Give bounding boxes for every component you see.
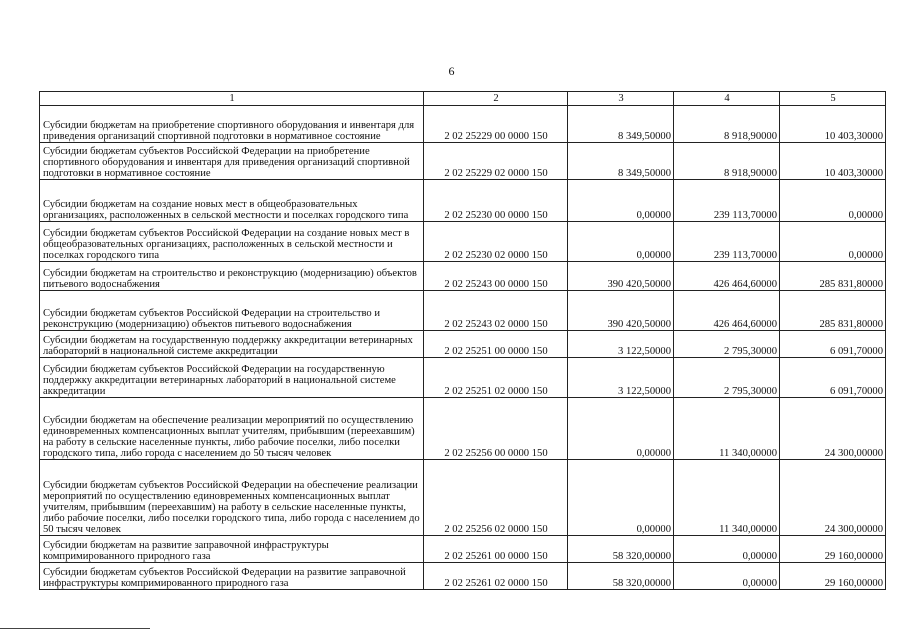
row-value-5: 29 160,00000 (780, 536, 886, 563)
row-value-5: 24 300,00000 (780, 398, 886, 460)
row-value-5: 29 160,00000 (780, 563, 886, 590)
column-header-2: 2 (424, 92, 568, 106)
table-row (40, 536, 886, 563)
table-row (40, 331, 886, 358)
row-value-4: 8 918,90000 (674, 106, 780, 143)
row-name: Субсидии бюджетам на приобретение спортивного оборудования и инвентаря для приведения организаций спортивной подготовки в нормативное состояние (40, 106, 424, 143)
row-value-3: 390 420,50000 (568, 291, 674, 331)
column-header-1: 1 (40, 92, 424, 106)
row-code: 2 02 25251 02 0000 150 (424, 358, 568, 398)
table-row (40, 291, 886, 331)
table-row (40, 262, 886, 291)
row-value-3: 8 349,50000 (568, 106, 674, 143)
row-name: Субсидии бюджетам субъектов Российской Федерации на обеспечение реализации мероприятий по осуществлению единовременных компенсационных выплат учителям, прибывшим (переехавшим) на работу в сельские населенные пункты, либо рабочие поселки, либо поселки городского типа, либо города с населением до 50 тысяч человек (40, 460, 424, 536)
table-row (40, 222, 886, 262)
row-value-3: 0,00000 (568, 222, 674, 262)
row-code: 2 02 25229 00 0000 150 (424, 106, 568, 143)
row-value-3: 3 122,50000 (568, 331, 674, 358)
table-row (40, 460, 886, 536)
table-row (40, 106, 886, 143)
row-code: 2 02 25243 02 0000 150 (424, 291, 568, 331)
row-value-4: 8 918,90000 (674, 143, 780, 180)
row-value-4: 426 464,60000 (674, 262, 780, 291)
row-value-5: 6 091,70000 (780, 358, 886, 398)
row-value-3: 0,00000 (568, 460, 674, 536)
row-name: Субсидии бюджетам субъектов Российской Федерации на строительство и реконструкцию (модернизацию) объектов питьевого водоснабжения (40, 291, 424, 331)
row-value-3: 0,00000 (568, 398, 674, 460)
row-value-5: 285 831,80000 (780, 262, 886, 291)
row-code: 2 02 25256 00 0000 150 (424, 398, 568, 460)
footer-divider (0, 628, 150, 629)
row-name: Субсидии бюджетам на создание новых мест в общеобразовательных организациях, расположенных в сельской местности и поселках городского типа (40, 180, 424, 222)
row-name: Субсидии бюджетам на развитие заправочной инфраструктуры компримированного природного газа (40, 536, 424, 563)
row-value-5: 24 300,00000 (780, 460, 886, 536)
row-value-3: 58 320,00000 (568, 536, 674, 563)
row-value-3: 58 320,00000 (568, 563, 674, 590)
page-number: 6 (448, 64, 455, 78)
row-name: Субсидии бюджетам на строительство и реконструкцию (модернизацию) объектов питьевого водоснабжения (40, 262, 424, 291)
row-name: Субсидии бюджетам на обеспечение реализации мероприятий по осуществлению единовременных компенсационных выплат учителям, прибывшим (переехавшим) на работу в сельские населенные пункты, либо рабочие поселки, либо поселки городского типа, либо города с населением до 50 тысяч человек (40, 398, 424, 460)
row-code: 2 02 25229 02 0000 150 (424, 143, 568, 180)
row-code: 2 02 25243 00 0000 150 (424, 262, 568, 291)
table-row (40, 180, 886, 222)
row-name: Субсидии бюджетам на государственную поддержку аккредитации ветеринарных лабораторий в национальной системе аккредитации (40, 331, 424, 358)
column-header-4: 4 (674, 92, 780, 106)
header-row (40, 92, 886, 106)
row-value-5: 10 403,30000 (780, 106, 886, 143)
column-header-5: 5 (780, 92, 886, 106)
row-name: Субсидии бюджетам субъектов Российской Федерации на приобретение спортивного оборудования и инвентаря для приведения организаций спортивной подготовки в нормативное состояние (40, 143, 424, 180)
row-value-5: 285 831,80000 (780, 291, 886, 331)
row-value-4: 2 795,30000 (674, 358, 780, 398)
row-value-5: 6 091,70000 (780, 331, 886, 358)
row-value-3: 3 122,50000 (568, 358, 674, 398)
row-code: 2 02 25230 00 0000 150 (424, 180, 568, 222)
row-code: 2 02 25251 00 0000 150 (424, 331, 568, 358)
table-row (40, 358, 886, 398)
row-value-4: 239 113,70000 (674, 222, 780, 262)
row-value-4: 426 464,60000 (674, 291, 780, 331)
table-row (40, 398, 886, 460)
row-code: 2 02 25256 02 0000 150 (424, 460, 568, 536)
row-value-5: 0,00000 (780, 180, 886, 222)
row-code: 2 02 25261 00 0000 150 (424, 536, 568, 563)
row-name: Субсидии бюджетам субъектов Российской Федерации на развитие заправочной инфраструктуры компримированного природного газа (40, 563, 424, 590)
table-row (40, 563, 886, 590)
table-row (40, 143, 886, 180)
row-value-3: 8 349,50000 (568, 143, 674, 180)
row-value-4: 11 340,00000 (674, 398, 780, 460)
row-code: 2 02 25230 02 0000 150 (424, 222, 568, 262)
row-name: Субсидии бюджетам субъектов Российской Федерации на государственную поддержку аккредитации ветеринарных лабораторий в национальной системе аккредитации (40, 358, 424, 398)
row-value-3: 390 420,50000 (568, 262, 674, 291)
row-value-4: 0,00000 (674, 563, 780, 590)
row-value-5: 10 403,30000 (780, 143, 886, 180)
row-code: 2 02 25261 02 0000 150 (424, 563, 568, 590)
row-value-4: 239 113,70000 (674, 180, 780, 222)
row-value-4: 0,00000 (674, 536, 780, 563)
budget-table (39, 91, 886, 590)
row-name: Субсидии бюджетам субъектов Российской Федерации на создание новых мест в общеобразовательных организациях, расположенных в сельской местности и поселках городского типа (40, 222, 424, 262)
row-value-4: 2 795,30000 (674, 331, 780, 358)
row-value-4: 11 340,00000 (674, 460, 780, 536)
column-header-3: 3 (568, 92, 674, 106)
row-value-3: 0,00000 (568, 180, 674, 222)
row-value-5: 0,00000 (780, 222, 886, 262)
